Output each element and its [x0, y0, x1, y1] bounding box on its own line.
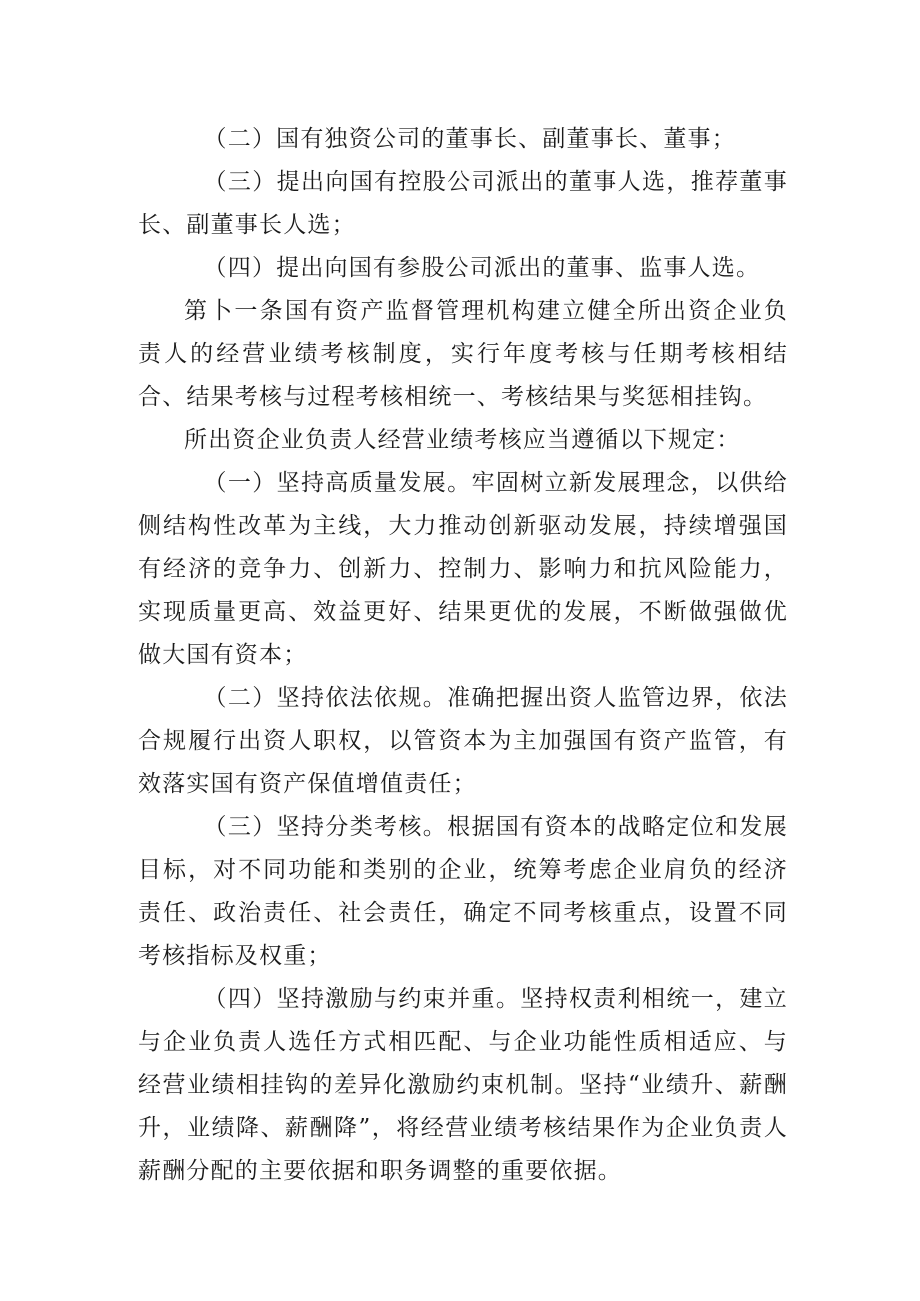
paragraph-item-4-participating-company-nominees: （四）提出向国有参股公司派出的董事、监事人选。	[203, 255, 761, 281]
paragraph-rule-4-incentive-and-constraint: （四）坚持激励与约束并重。坚持权责利相统一，建立与企业负责人选任方式相匹配、与企业功能性质相适应、与经营业绩相挂钩的差异化激励约束机制。坚持“业绩升、薪酬升，业绩降、薪酬降”，将经营业绩考核结果作为企业负责人薪酬分配的主要依据和职务调整的重要依据。	[138, 986, 788, 1184]
paragraph-rule-1-high-quality-development: （一）坚持高质量发展。牢固树立新发展理念，以供给侧结构性改革为主线，大力推动创新驱动发展，持续增强国有经济的竞争力、创新力、控制力、影响力和抗风险能力，实现质量更高、效益更好、结果更优的发展，不断做强做优做大国有资本；	[138, 470, 788, 668]
paragraph-rule-2-lawful-compliance: （二）坚持依法依规。准确把握出资人监管边界，依法合规履行出资人职权，以管资本为主加强国有资产监管，有效落实国有资产保值增值责任；	[138, 685, 788, 797]
paragraph-article-eleven: 第卜一条国有资产监督管理机构建立健全所出资企业负责人的经营业绩考核制度，实行年度考核与任期考核相结合、结果考核与过程考核相统一、考核结果与奖惩相挂钩。	[138, 298, 788, 410]
paragraph-rule-3-classified-assessment: （三）坚持分类考核。根据国有资本的战略定位和发展目标，对不同功能和类别的企业，统筹考虑企业肩负的经济责任、政治责任、社会责任，确定不同考核重点，设置不同考核指标及权重；	[138, 814, 788, 969]
paragraph-item-3-controlled-company-nominees: （三）提出向国有控股公司派出的董事人选，推荐董事长、副董事长人选；	[138, 169, 788, 238]
paragraph-item-2-board-positions: （二）国有独资公司的董事长、副董事长、董事；	[203, 126, 736, 152]
paragraph-assessment-rules-intro: 所出资企业负责人经营业绩考核应当遵循以下规定：	[184, 427, 741, 453]
document-body	[138, 118, 788, 1193]
